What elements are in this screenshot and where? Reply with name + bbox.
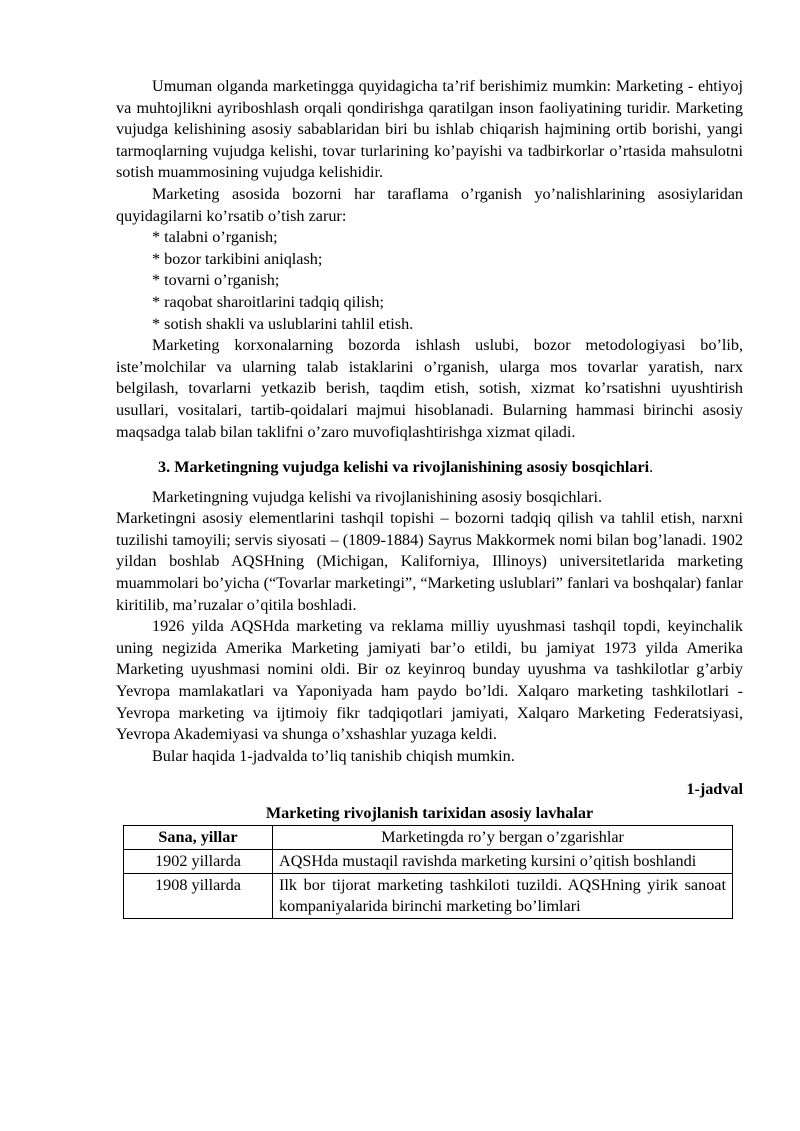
header-date: Sana, yillar bbox=[124, 825, 273, 849]
intro-paragraph: Umuman olganda marketingga quyidagicha ta’rif berishimiz mumkin: Marketing - ehtiyoj va muhtojlikni ayriboshlash orqali qondirishga qaratilgan inson faoliyatining turidir. Marketing vujudga kelishining asosiy sabablaridan biri bu ishlab chiqarish hajmining ortib borishi, yangi tarmoqlarning vujudga kelishi, tovar turlarining ko’payishi va tadbirkorlar o’rtasida mahsulotni sotish muammosining vujudga kelishidir. bbox=[116, 77, 743, 182]
bullet-item: * tovarni o’rganish; bbox=[152, 271, 280, 290]
history-table bbox=[123, 825, 733, 919]
methodology-paragraph: Marketing korxonalarning bozorda ishlash uslubi, bozor metodologiyasi bo’lib, iste’molchilar va ularning talab istaklarini o’rganish, ularga mos tovarlar yaratish, narx belgilash, tovarlarni yetkazib berish, taqdim etish, sotish, xizmat ko’rsatishni uyushtirish usullari, vositalari, tartib-qoidalari majmui hisoblanadi. Bularning hammasi birinchi asosiy maqsadga talab bilan taklifni o’zaro muvofiqlashtirishga xizmat qiladi. bbox=[116, 336, 743, 441]
bullet-item: * sotish shakli va uslublarini tahlil etish. bbox=[152, 314, 414, 333]
cell-date: 1908 yillarda bbox=[124, 873, 273, 918]
header-changes: Marketingda ro’y bergan o’zgarishlar bbox=[273, 825, 733, 849]
document-page bbox=[116, 76, 743, 919]
table-number: 1-jadval bbox=[686, 780, 743, 799]
table-header-row bbox=[124, 825, 733, 849]
section-heading-text: 3. Marketingning vujudga kelishi va rivojlanishining asosiy bosqichlari bbox=[158, 458, 650, 477]
section-heading bbox=[116, 457, 743, 479]
research-directions-paragraph: Marketing asosida bozorni har taraflama o’rganish yo’nalishlarining asosiylaridan quyidagilarni ko’rsatib o’tish zarur: bbox=[116, 184, 743, 225]
cell-change: Ilk bor tijorat marketing tashkiloti tuzildi. AQSHning yirik sanoat kompaniyalarida birinchi marketing bo’limlari bbox=[273, 873, 733, 918]
bullet-item: * talabni o’rganish; bbox=[152, 228, 278, 247]
cell-date: 1902 yillarda bbox=[124, 849, 273, 873]
associations-paragraph: 1926 yilda AQSHda marketing va reklama milliy uyushmasi tashqil topdi, keyinchalik uning negizida Amerika Marketing jamiyati bar’o etildi, bu jamiyat 1973 yilda Amerika Marketing uyushmasi nomini oldi. Bir oz keyinroq bunday uyushma va tashkilotlar g’arbiy Yevropa mamlakatlari va Yaponiyada ham paydo bo’ldi. Xalqaro marketing tashkilotlari - Yevropa marketing va ijtimoiy fikr tadqiqotlari jamiyati, Xalqaro Marketing Federatsiyasi, Yevropa Akademiyasi va shunga o’xshashlar yuzaga keldi. bbox=[116, 617, 743, 744]
history-paragraph: Marketingni asosiy elementlarini tashqil topishi – bozorni tadqiq qilish va tahlil etish, narxni tuzilishi tamoyili; servis siyosati – (1809-1884) Sayrus Makkormek nomi bilan bog’lanadi. 1902 yildan boshlab AQSHning (Michigan, Kaliforniya, Illinoys) universitetlarida marketing muammolari bo’yicha (“Tovarlar marketingi”, “Marketing uslublari” fanlari va boshqalar) fanlar kiritilib, ma’ruzalar o’qitila boshladi. bbox=[116, 509, 743, 614]
section-intro-line: Marketingning vujudga kelishi va rivojlanishining asosiy bosqichlari. bbox=[152, 487, 603, 506]
bullet-item: * bozor tarkibini aniqlash; bbox=[152, 249, 323, 268]
cell-change: AQSHda mustaqil ravishda marketing kursini o’qitish boshlandi bbox=[273, 849, 733, 873]
table-row bbox=[124, 849, 733, 873]
table-reference-paragraph: Bular haqida 1-jadvalda to’liq tanishib chiqish mumkin. bbox=[152, 746, 515, 765]
table-row bbox=[124, 873, 733, 918]
table-title: Marketing rivojlanish tarixidan asosiy lavhalar bbox=[265, 804, 594, 822]
section-heading-period: . bbox=[649, 458, 654, 477]
bullet-item: * raqobat sharoitlarini tadqiq qilish; bbox=[152, 292, 384, 311]
